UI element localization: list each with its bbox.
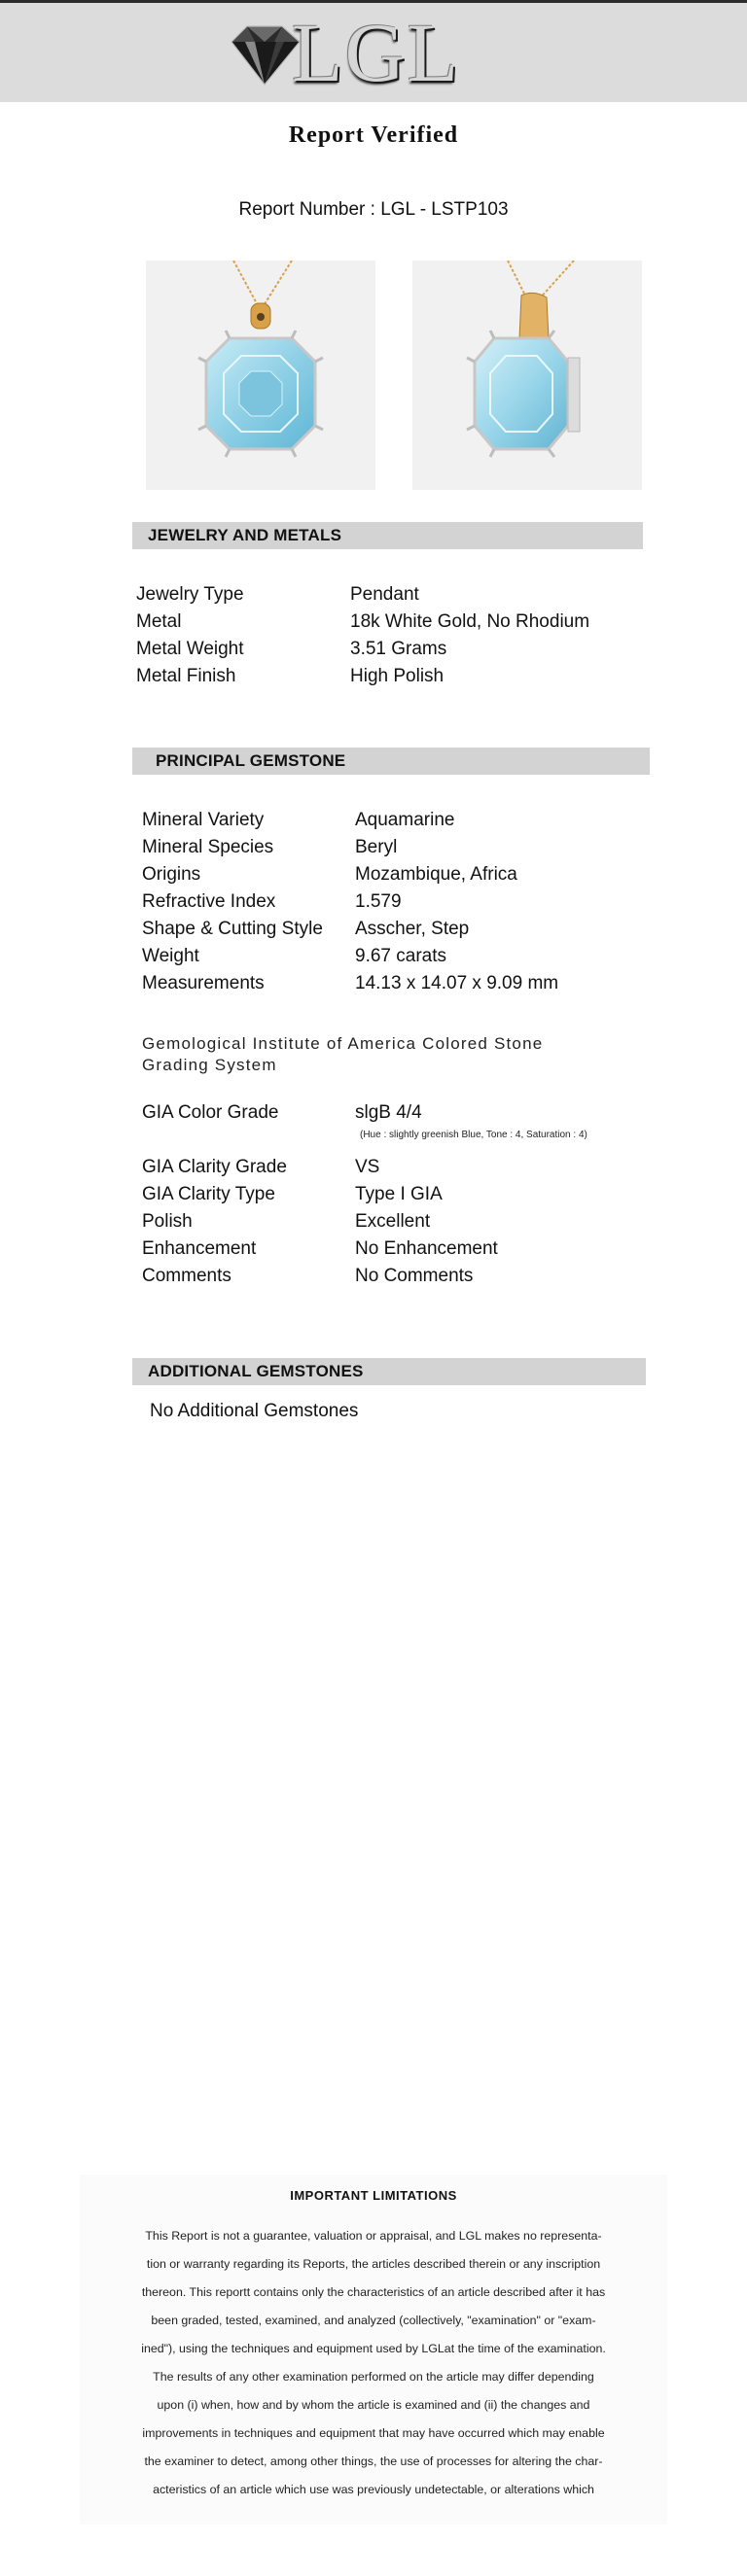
limitations-line: been graded, tested, examined, and analyzed (collectively, "examination" or "exam- (151, 2314, 596, 2327)
section-additional-heading: ADDITIONAL GEMSTONES (132, 1358, 646, 1385)
limitations-line: The results of any other examination performed on the article may differ depending (153, 2370, 594, 2384)
lgl-logo (226, 6, 479, 99)
jewelry-row-label: Metal (136, 611, 182, 632)
report-verified-title: Report Verified (288, 122, 459, 148)
gia-row-label: Comments (142, 1266, 231, 1286)
jewelry-row-label: Jewelry Type (136, 584, 244, 605)
limitations-line: thereon. This reportt contains only the characteristics of an article described after it has (141, 2285, 606, 2299)
limitations-line: upon (i) when, how and by whom the article is examined and (ii) the changes and (157, 2398, 590, 2412)
gia-row-value: VS (355, 1157, 380, 1177)
principal-row-label: Shape & Cutting Style (142, 919, 323, 939)
gia-color-label: GIA Color Grade (142, 1102, 279, 1123)
gia-color-note: (Hue : slightly greenish Blue, Tone : 4, Saturation : 4) (360, 1130, 587, 1140)
principal-row-label: Origins (142, 864, 201, 885)
principal-row-value: Asscher, Step (355, 919, 470, 939)
gia-system-heading: Gemological Institute of America Colored Stone Grading System (142, 1034, 544, 1074)
report-number: Report Number : LGL - LSTP103 (238, 199, 509, 220)
principal-row-label: Refractive Index (142, 891, 276, 912)
gia-row-label: GIA Clarity Grade (142, 1157, 287, 1177)
jewelry-row-value: 3.51 Grams (350, 639, 447, 659)
jewelry-row-label: Metal Weight (136, 639, 244, 659)
gia-row-value: No Enhancement (355, 1238, 498, 1259)
principal-row-value: Beryl (355, 837, 398, 857)
limitations-line: improvements in techniques and equipment that may have occurred which may enable (142, 2426, 605, 2440)
no-additional-text: No Additional Gemstones (150, 1401, 359, 1421)
jewelry-row-value: High Polish (350, 666, 445, 686)
limitations-line: acteristics of an article which use was previously undetectable, or alterations which (153, 2483, 594, 2496)
principal-row-label: Weight (142, 946, 199, 966)
logo-text: LGL (292, 6, 461, 99)
gia-row-value: Excellent (355, 1211, 431, 1232)
product-photo-front (146, 261, 375, 490)
gia-color-value: slgB 4/4 (355, 1102, 422, 1123)
gia-row-value: No Comments (355, 1266, 474, 1286)
principal-row-value: Mozambique, Africa (355, 864, 517, 885)
header (0, 3, 747, 102)
principal-row-label: Measurements (142, 973, 265, 993)
gia-row-label: Enhancement (142, 1238, 257, 1259)
principal-row-value: 1.579 (355, 891, 402, 912)
principal-row-value: 14.13 x 14.07 x 9.09 mm (355, 973, 559, 993)
principal-row-value: 9.67 carats (355, 946, 446, 966)
gia-row-value: Type I GIA (355, 1184, 443, 1204)
jewelry-row-label: Metal Finish (136, 666, 236, 686)
limitations-line: ined"), using the techniques and equipment used by LGLat the time of the examination. (141, 2342, 606, 2355)
section-jewelry-heading: JEWELRY AND METALS (132, 522, 643, 549)
important-limitations (80, 2175, 667, 2524)
product-photo-angle (412, 261, 642, 490)
limitations-title: IMPORTANT LIMITATIONS (290, 2188, 457, 2203)
limitations-line: the examiner to detect, among other things, the use of processes for altering the char- (144, 2454, 603, 2468)
gia-row-label: Polish (142, 1211, 193, 1232)
jewelry-row-value: 18k White Gold, No Rhodium (350, 611, 590, 632)
principal-row-label: Mineral Species (142, 837, 274, 857)
gia-row-label: GIA Clarity Type (142, 1184, 275, 1204)
principal-row-label: Mineral Variety (142, 810, 265, 830)
limitations-line: tion or warranty regarding its Reports, the articles described therein or any inscription (146, 2257, 601, 2271)
limitations-line: This Report is not a guarantee, valuation or appraisal, and LGL makes no representa- (145, 2229, 602, 2243)
principal-row-value: Aquamarine (355, 810, 455, 830)
jewelry-row-value: Pendant (350, 584, 419, 605)
section-principal-heading: PRINCIPAL GEMSTONE (132, 748, 650, 775)
